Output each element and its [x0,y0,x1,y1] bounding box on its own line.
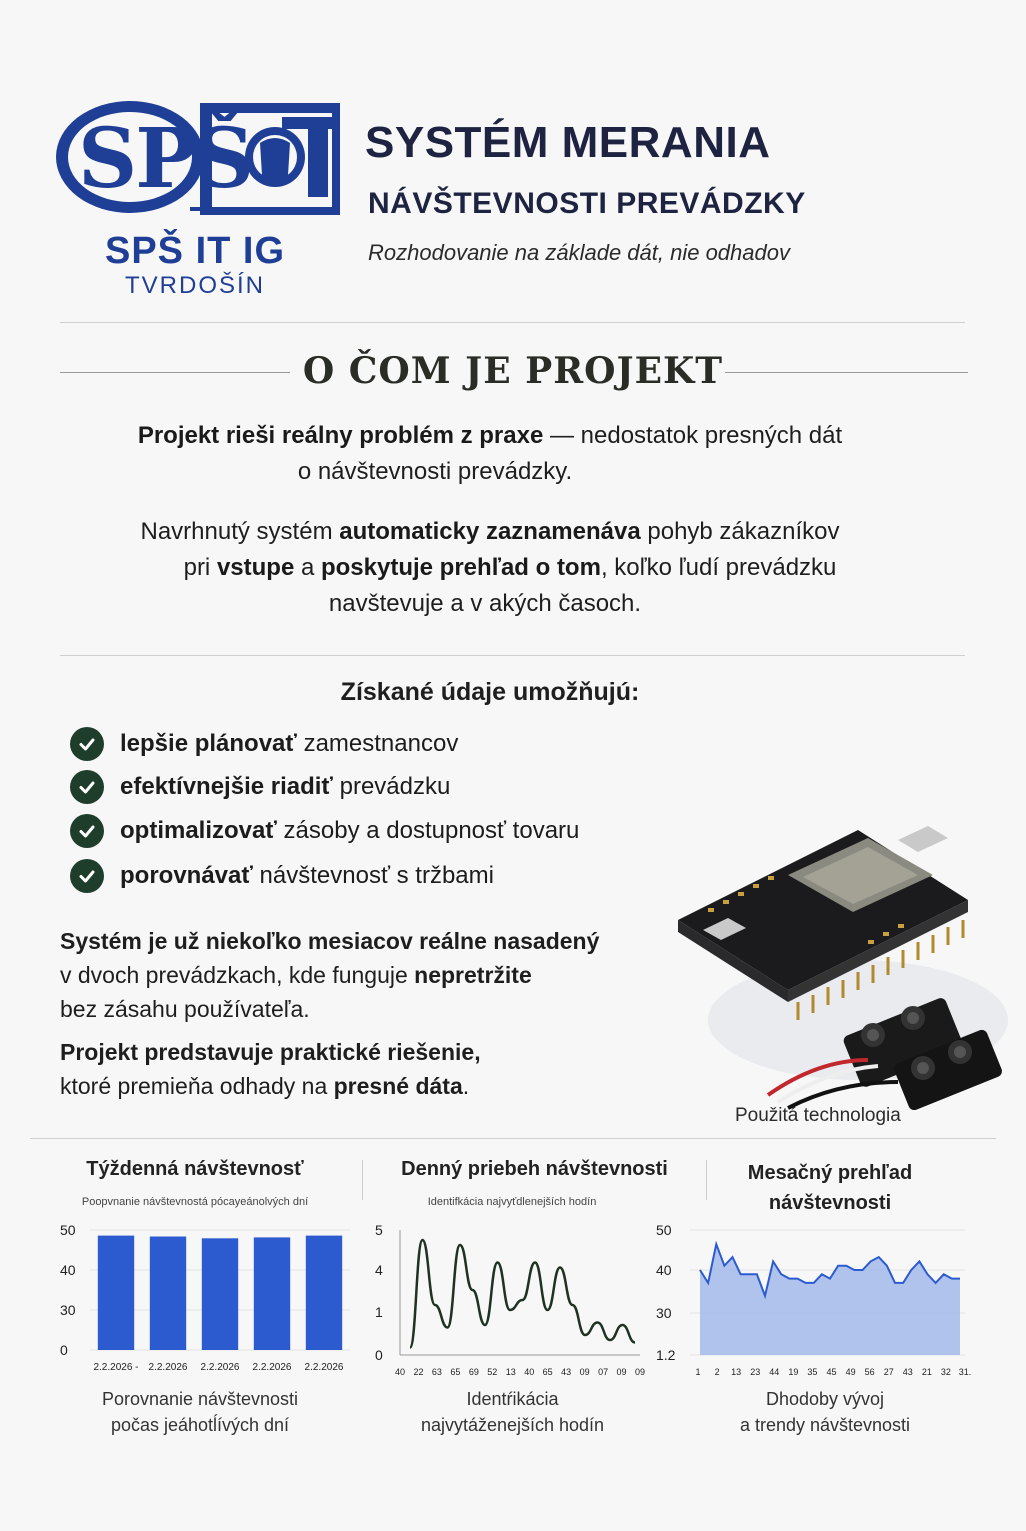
hardware-image [668,820,1008,1110]
deployment-bold: nepretržite [414,962,532,988]
y-tick-label: 40 [60,1262,76,1278]
y-tick-label: 4 [375,1262,383,1278]
chart-footer-line: a trendy návštevnosti [739,1415,911,1435]
desc-bold: vstupe [216,554,295,581]
deployment-bold: Systém je už niekoľko mesiacov reálne nasadený [60,928,600,954]
divider [60,322,965,323]
chart-footer-line: Porovnanie návštevnosti [101,1389,299,1409]
x-tick-label: 31. [958,1367,972,1377]
y-tick-label: 1 [375,1304,383,1320]
chart-footer [40,1386,360,1438]
y-tick-label: 50 [656,1222,672,1238]
intro-text: — nedostatok presných dát [543,422,843,449]
x-tick-label: 2 [714,1367,720,1377]
divider [362,1160,363,1200]
school-logo [50,95,345,225]
description-paragraph [0,514,980,622]
x-tick-label: 2.2.2026 [200,1362,240,1373]
y-tick-label: 1.2 [656,1347,676,1363]
x-tick-label: 44 [769,1367,780,1377]
tagline: Rozhodovanie na základe dát, nie odhadov [368,240,790,265]
x-tick-label: 19 [788,1367,799,1377]
benefit-bold: efektívnejšie riadiť [120,773,333,800]
series-line [410,1240,635,1348]
summary-line: ktoré premieňa odhady na [60,1073,334,1099]
divider [60,655,965,656]
x-tick-label: 52 [487,1367,498,1377]
chart-subtitle: Poopvnanie návštevnostá pócayeánolvých dní [81,1196,309,1208]
divider [725,372,968,373]
summary-bold: Projekt predstavuje praktické riešenie, [60,1039,481,1065]
check-circle-icon [70,859,104,893]
x-tick-label: 1 [695,1367,701,1377]
chart-title [710,1158,950,1218]
y-tick-label: 0 [60,1342,68,1358]
x-tick-label: 21 [921,1367,932,1377]
x-tick-label: 07 [598,1367,609,1377]
benefit-text: návštevnosť s tržbami [252,862,494,889]
series-area [700,1244,960,1355]
divider [706,1160,707,1200]
x-tick-label: 69 [468,1367,479,1377]
x-tick-label: 40 [394,1367,406,1377]
chart-subtitle: Identifkácia najvyťdlenejších hodín [427,1196,597,1208]
y-tick-label: 50 [60,1222,76,1238]
x-tick-label: 2.2.2026 [252,1362,292,1373]
page-subtitle: NÁVŠTEVNOSTI PREVÁDZKY [368,187,806,220]
school-name: SPŠ IT IG [104,230,286,272]
x-tick-label: 43 [902,1367,913,1377]
chart-footer-line: Dhodoby vývoj [765,1389,885,1409]
list-item [70,858,494,894]
list-item [70,813,579,849]
x-tick-label: 32 [940,1367,951,1377]
image-caption: Použitá technologia [735,1105,901,1126]
x-tick-label: 43 [561,1367,572,1377]
x-tick-label: 65 [542,1367,553,1377]
chart-title-line: návštevnosti [768,1192,892,1214]
desc-text: Navrhnutý systém [140,518,340,545]
x-tick-label: 2.2.2026 [148,1362,188,1373]
deployment-line: bez zásahu používateľa. [60,996,310,1022]
logo-monogram: SPŠ [78,111,253,207]
list-item [70,769,450,805]
deployment-line: v dvoch prevádzkach, kde funguje [60,962,415,988]
daily-line-chart [365,1215,650,1385]
x-tick-label: 2.2.2026 [304,1362,344,1373]
x-tick-label: 22 [413,1367,424,1377]
desc-text: , koľko ľudí prevádzku [600,554,837,581]
desc-bold: automaticky zaznamenáva [339,518,641,545]
y-tick-label: 40 [656,1262,672,1278]
desc-text: a [294,554,321,581]
x-tick-label: 49 [845,1367,856,1377]
benefit-text: zásoby a dostupnosť tovaru [276,817,580,844]
x-tick-label: 45 [826,1367,837,1377]
x-tick-label: 09 [616,1367,627,1377]
x-tick-label: 23 [750,1367,761,1377]
benefit-bold: lepšie plánovať [120,730,297,757]
chart-title: Týždenná návštevnosť [86,1158,304,1180]
summary-text [60,1035,481,1103]
x-tick-label: 2.2.2026 - [93,1362,139,1373]
desc-text: pohyb zákazníkov [640,518,840,545]
check-circle-icon [70,727,104,761]
x-tick-label: 40 [524,1367,535,1377]
summary-bold: presné dáta [333,1073,463,1099]
intro-text: o návštevnosti prevádzky. [297,458,573,485]
school-city: TVRDOŠÍN [124,272,265,299]
bar [306,1236,342,1350]
intro-bold: Projekt rieši reálny problém z praxe [137,422,544,449]
x-tick-label: 27 [883,1367,894,1377]
chart-footer [690,1386,960,1438]
chart-footer-line: Identŕikácia [466,1389,559,1409]
bar [254,1237,290,1350]
section-title: O ČOM JE PROJEKT [302,350,724,392]
chart-title: Denný priebeh návštevnosti [401,1158,668,1180]
benefit-text: zamestnancov [296,730,459,757]
chart-title-line: Mesačný prehľad [747,1162,913,1184]
check-circle-icon [70,770,104,804]
divider [30,1138,996,1139]
y-tick-label: 30 [60,1302,76,1318]
monthly-area-chart [650,1215,980,1385]
y-tick-label: 30 [656,1305,672,1321]
summary-line: . [462,1073,470,1099]
intro-paragraph [0,418,980,490]
page-title: SYSTÉM MERANIA [365,118,771,167]
chart-footer [370,1386,655,1438]
y-tick-label: 0 [375,1347,383,1363]
desc-bold: poskytuje prehľad o tom [320,554,601,581]
x-tick-label: 56 [864,1367,875,1377]
benefit-bold: optimalizovať [120,817,277,844]
desc-text: navštevuje a v akých časoch. [328,590,642,617]
deployment-text [60,924,599,1026]
x-tick-label: 09 [634,1367,646,1377]
x-tick-label: 13 [505,1367,516,1377]
chart-footer-line: najvytáženejších hodín [420,1415,605,1435]
x-tick-label: 63 [431,1367,442,1377]
bar [98,1236,134,1350]
benefit-bold: porovnávať [120,862,253,889]
x-tick-label: 65 [450,1367,461,1377]
benefit-text: prevádzku [332,773,451,800]
list-item [70,726,458,762]
x-tick-label: 35 [807,1367,818,1377]
bar [202,1238,238,1350]
chart-footer-line: počas jeáhotĺívých dní [110,1415,290,1435]
x-tick-label: 09 [579,1367,590,1377]
weekly-bar-chart [55,1215,355,1385]
check-circle-icon [70,814,104,848]
bar [150,1237,186,1351]
y-tick-label: 5 [375,1222,383,1238]
desc-text: pri [183,554,217,581]
benefits-title: Získané údaje umožňujú: [340,678,640,706]
x-tick-label: 13 [731,1367,742,1377]
